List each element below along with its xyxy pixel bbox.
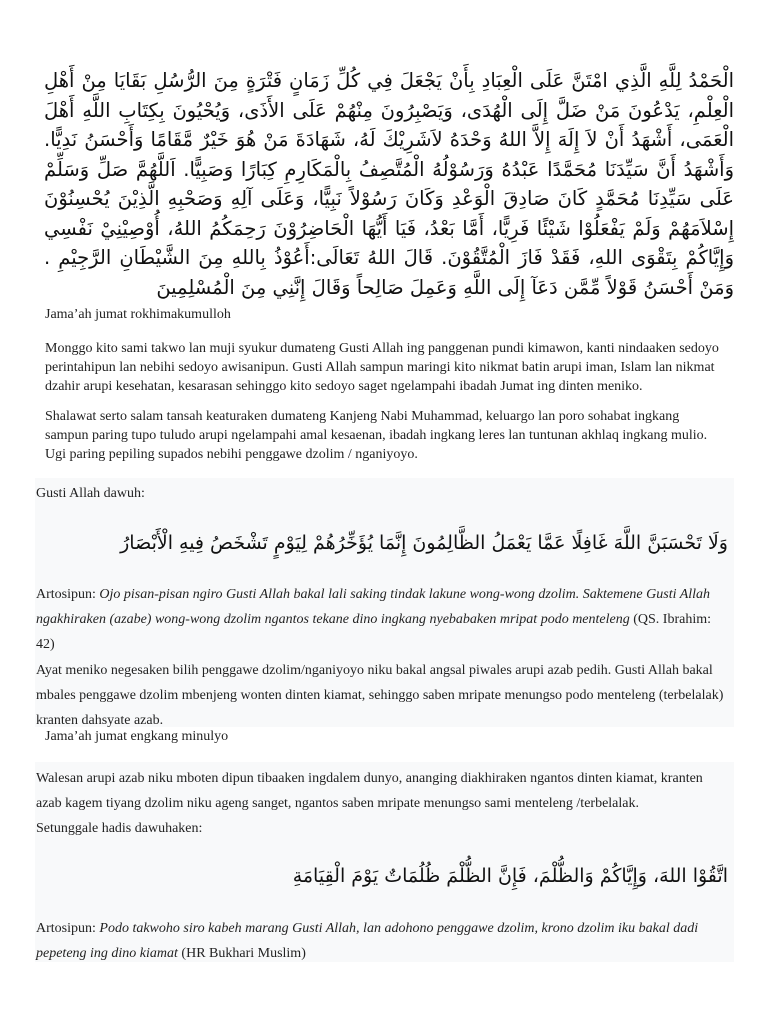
verse-translation (36, 582, 728, 657)
hadith-arabic: اتَّقُوْا اللهَ، وَإِيَّاكُمْ وَالظُّلْمَ، فَإِنَّ الظُّلْمَ ظُلُمَاتٌ يَوْمَ الْقِيَامَةِ (292, 865, 728, 887)
translation-italic: Podo takwoho siro kabeh marang Gusti Allah, lan adohono penggawe dzolim, krono dzolim iku bakal dadi pepeteng ing dino kiamat (36, 921, 699, 961)
paragraph-shalawat: Shalawat serto salam tansah keaturaken dumateng Kanjeng Nabi Muhammad, keluargo lan poro sohabat ingkang sampun paring tupo tuludo arupi ngelampahi amal kesaenan, ibadah ingkang leres lan tuntunan akhlaq ingkang mulio. Ugi paring pepiling supados nebihi penggawe dzolim / nganiyoyo. (45, 409, 708, 462)
greeting-heading-2: Jama’ah jumat engkang minulyo (45, 729, 229, 744)
translation-prefix: Artosipun: (36, 921, 100, 936)
quran-verse-arabic: وَلَا تَحْسَبَنَّ اللَّهَ غَافِلًا عَمَّا يَعْمَلُ الظَّالِمُونَ إِنَّمَا يُؤَخِّرُهُمْ لِيَوْمٍ تَشْخَصُ فِيهِ الْأَبْصَارُ (120, 532, 728, 554)
translation-prefix: Artosipun: (36, 587, 100, 602)
paragraph-taqwa: Monggo kito sami takwo lan muji syukur dumateng Gusti Allah ing panggenan pundi kimawon, kanti nindaaken sedoyo perintahipun lan nebihi sedoyo awisanipun. Gusti Allah sampun maringi kito nikmat batin arupi iman, Islam lan nikmat dzahir arupi kesehatan, kesarasan sehinggo kito sedoyo saget ngelampahi ibadah Jumat ing dinten meniko. (45, 341, 719, 394)
opening-arabic-text: الْحَمْدُ لِلَّهِ الَّذِي امْتَنَّ عَلَى الْعِبَادِ بِأَنْ يَجْعَلَ فِي كُلِّ زَمَانٍ فَتْرَةٍ مِنَ الرُّسُلِ بَقَايَا مِنْ أَهْلِ الْعِلْمِ، يَدْعُونَ مَنْ ضَلَّ إِلَى الْهُدَى، وَيَصْبِرُونَ مِنْهُمْ عَلَى الأَذَى، وَيُحْيُونَ بِكِتَابِ اللَّهِ أَهْلَ الْعَمَى، أَشْهَدُ أَنْ لاَ إِلَهَ إِلاَّ اللهُ وَحْدَهُ لاَشَرِيْكَ لَهُ، شَهَادَةَ مَنْ هُوَ خَيْرٌ مَّقَامًا وَأَحْسَنُ نَدِيًّا. وَأَشْهَدُ أَنَّ سَيِّدَنَا مُحَمَّدًا عَبْدُهُ وَرَسُوْلُهُ الْمُتَّصِفُ بِالْمَكَارِمِ كِبَارًا وَصَبِيًّا. اَللَّهُمَّ صَلِّ وَسَلِّمْ عَلَى سَيِّدِنَا مُحَمَّدٍ كَانَ صَادِقَ الْوَعْدِ وَكَانَ رَسُوْلاً نَبِيًّا، وَعَلَى آلِهِ وَصَحْبِهِ الَّذِيْنَ يُحْسِنُوْنَ إِسْلاَمَهُمْ وَلَمْ يَفْعَلُوْا شَيْئًا فَرِيًّا، أَمَّا بَعْدُ، فَيَا أَيُّهَا الْحَاضِرُوْنَ رَحِمَكُمُ اللهُ، أُوْصِيْنِيْ نَفْسِي وَإِيَّاكُمْ بِتَقْوَى اللهِ، فَقَدْ فَازَ الْمُتَّقُوْنَ. قَالَ اللهُ تَعَالَى:أَعُوْذُ بِاللهِ مِنَ الشَّيْطَانِ الرَّجِيْمِ . وَمَنْ أَحْسَنُ قَوْلاً مِّمَّن دَعَآ إِلَى اللَّهِ وَعَمِلَ صَالِحاً وَقَالَ إِنَّنِي مِنَ الْمُسْلِمِينَ (44, 69, 734, 299)
translation-source: (QS. Ibrahim: 42) (36, 612, 711, 652)
hadith-label: Setunggale hadis dawuhaken: (36, 821, 203, 836)
quran-quote-box (35, 478, 734, 727)
greeting-heading: Jama’ah jumat rokhimakumulloh (45, 307, 231, 322)
translation-italic: Ojo pisan-pisan ngiro Gusti Allah bakal lali saking tindak lakune wong-wong dzolim. Saktemene Gusti Allah ngakhiraken (azabe) wong-wong dzolim ngantos tekane dino ingkang nyebabaken mripat podo menteleng (36, 587, 711, 627)
punishment-paragraph: Walesan arupi azab niku mboten dipun tibaaken ingdalem dunyo, ananging diakhiraken ngantos dinten kiamat, kranten azab kagem tiyang dzolim niku ageng sanget, ngantos saben mripate menungso sami menteleng /terbelalak. (36, 771, 703, 811)
hadith-quote-box (35, 762, 734, 962)
verse-explanation: Ayat meniko negesaken bilih penggawe dzolim/nganiyoyo niku bakal angsal piwales arupi azab pedih. Gusti Allah bakal mbales penggawe dzolim mbenjeng wonten dinten kiamat, sehinggo saben mripate menungso podo menteleng (terbelalak) kranten dahsyate azab. (36, 663, 724, 728)
hadith-translation (36, 916, 728, 966)
quote-label: Gusti Allah dawuh: (36, 486, 145, 501)
translation-source: (HR Bukhari Muslim) (177, 946, 306, 961)
